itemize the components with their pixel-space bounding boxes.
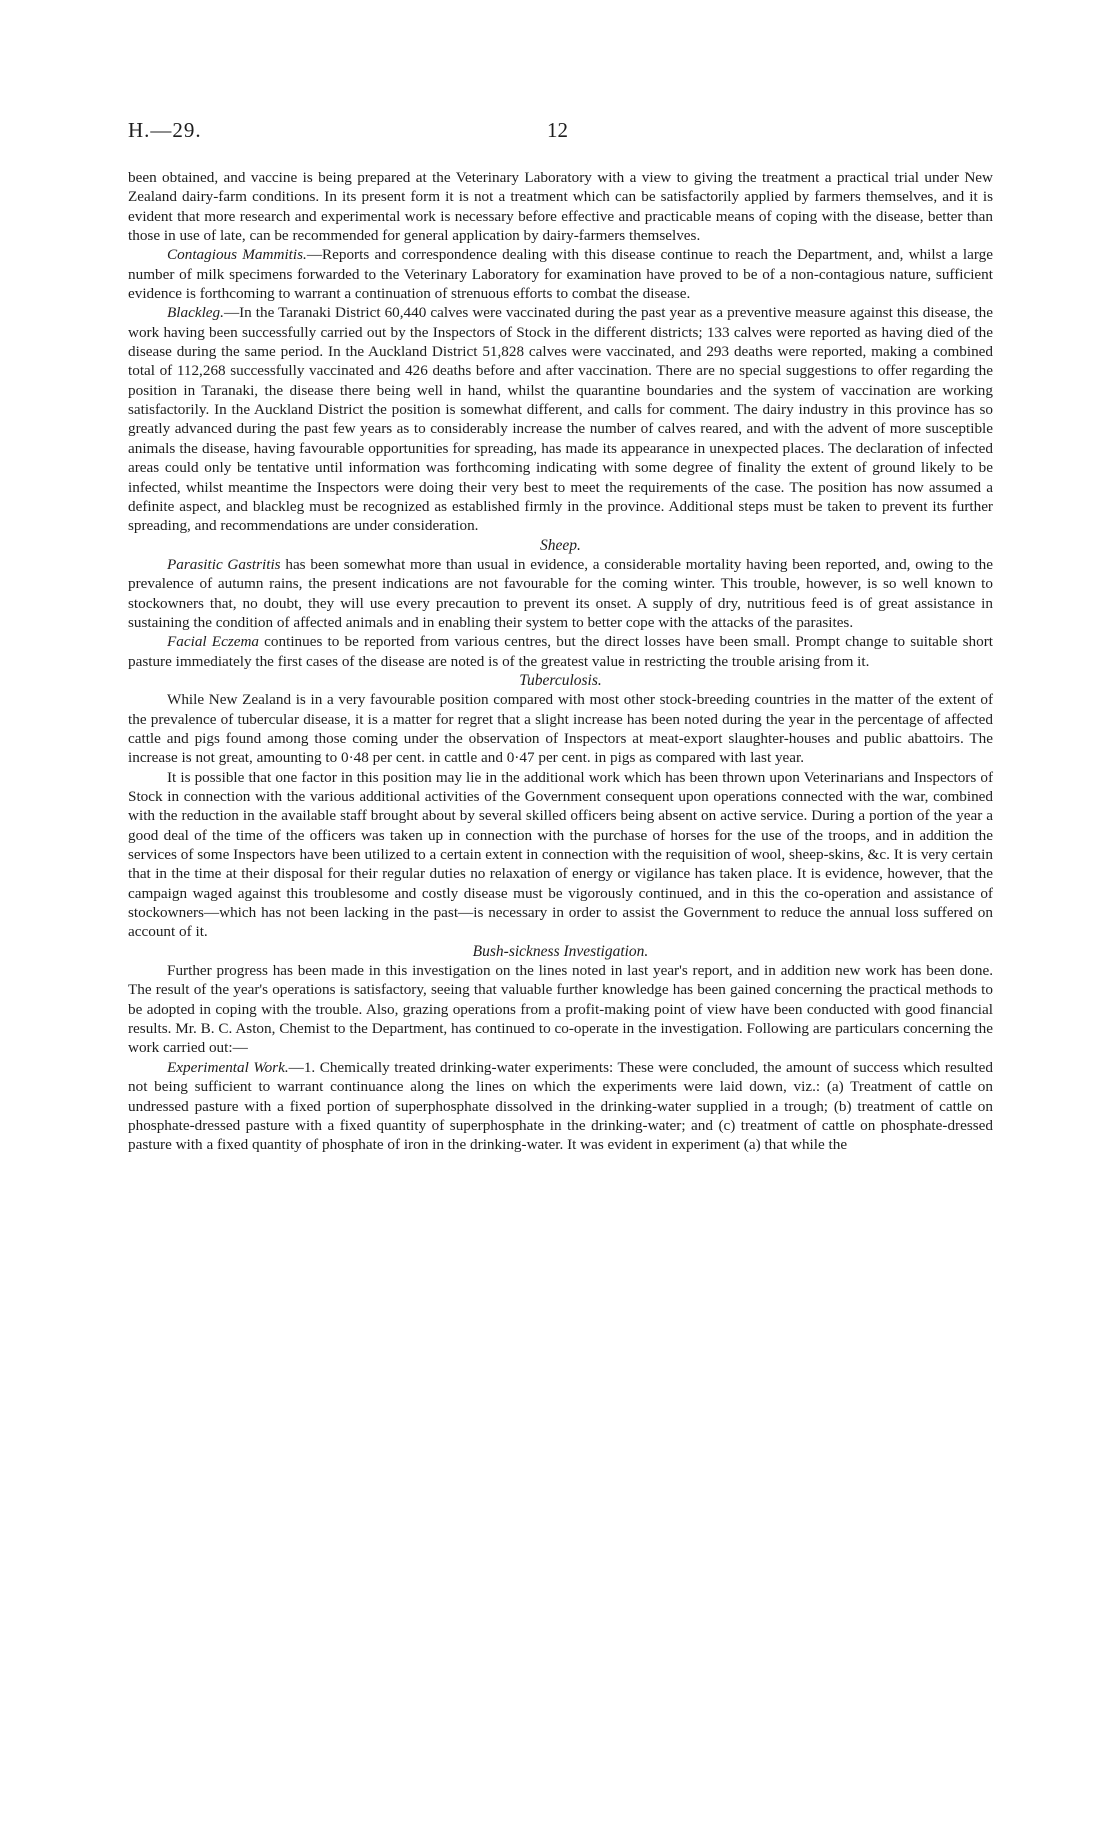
paragraph-lead-title: Experimental Work.: [167, 1058, 289, 1076]
parliamentary-paper-reference: H.—29.: [128, 118, 202, 142]
paragraph-text: been obtained, and vaccine is being prepared at the Veterinary Laboratory with a view to giving the treatment a practical trial under New Zealand dairy-farm conditions. In its present form it is not a treatment which can be satisfactorily applied by farmers themselves, and it is evident that more research and experimental work is necessary before effective and practicable means of coping with the disease, better than those in use of late, can be recommended for general application by dairy-farmers themselves.: [128, 169, 993, 245]
paragraph-text: It is possible that one factor in this position may lie in the additional work which has been thrown upon Veterinarians and Inspectors of Stock in connection with the various additional activities of the Government consequent upon operations connected with the war, combined with the reduction in the available staff brought about by several skilled officers being absent on active service. During a portion of the year a good deal of the time of the officers was taken up in connection with the purchase of horses for the use of the troops, and in addition the services of some Inspectors have been utilized to a certain extent in connection with the requisition of wool, sheep-skins, &c. It is very certain that in the time at their disposal for their regular duties no relaxation of energy or vigilance has taken place. It is evidence, however, that the campaign waged against this troublesome and costly disease must be vigorously continued, and in this the co-operation and assistance of stockowners—which has not been lacking in the past—is necessary in order to assist the Government to reduce the annual loss suffered on account of it.: [128, 768, 993, 941]
section-heading-sheep: Sheep.: [540, 536, 581, 554]
paragraph-text: —1. Chemically treated drinking-water experiments: These were concluded, the amount of success which resulted not being sufficient to warrant continuance along the lines on which the experiments were laid down, viz.: (a) Treatment of cattle on undressed pasture with a fixed portion of superphosphate dissolved in the drinking-water supplied in a trough; (b) treatment of cattle on phosphate-dressed pasture with a fixed quantity of superphosphate in the drinking-water; and (c) treatment of cattle on phosphate-dressed pasture with a fixed quantity of phosphate of iron in the drinking-water. It was evident in experiment (a) that while the: [128, 1058, 993, 1154]
paragraph-text: Further progress has been made in this investigation on the lines noted in last year's report, and in addition new work has been done. The result of the year's operations is satisfactory, seeing that valuable further knowledge has been gained concerning the practical methods to be adopted in coping with the trouble. Also, grazing operations from a profit-making point of view have been conducted with good financial results. Mr. B. C. Aston, Chemist to the Department, has continued to co-operate in the investigation. Following are particulars concerning the work carried out:—: [128, 962, 993, 1057]
paragraph-vaccine-continuation: [128, 168, 993, 245]
paragraph-tuberculosis-factors: [128, 768, 993, 942]
paragraph-experimental-work: [128, 1058, 993, 1155]
paragraph-text: —Reports and correspondence dealing with this disease continue to reach the Department, and, whilst a large number of milk specimens forwarded to the Veterinary Laboratory for examination have proved to be of a non-contagious nature, sufficient evidence is forthcoming to warrant a continuation of strenuous efforts to combat the disease.: [128, 246, 993, 303]
paragraph-lead-title: Parasitic Gastritis: [167, 555, 281, 573]
paragraph-contagious-mammitis: [128, 245, 993, 303]
paragraph-tuberculosis-prevalence: [128, 690, 993, 767]
paragraph-text: has been somewhat more than usual in evidence, a considerable mortality having been reported, and, owing to the prevalence of autumn rains, the present indications are not favourable for the coming winter. This trouble, however, is so well known to stockowners that, no doubt, they will use every precaution to prevent its onset. A supply of dry, nutritious feed is of great assistance in sustaining the condition of affected animals and in enabling their system to better cope with the attacks of the parasites.: [128, 555, 994, 631]
page-body: [128, 168, 993, 1155]
section-heading-tuberculosis: Tuberculosis.: [519, 671, 602, 689]
paragraph-lead-title: Facial Eczema: [167, 633, 260, 651]
paragraph-text: While New Zealand is in a very favourable position compared with most other stock-breeding countries in the matter of the extent of the prevalence of tubercular disease, it is a matter for regret that a slight increase has been noted during the year in the percentage of affected cattle and pigs found among those coming under the observation of Inspectors at meat-export slaughter-houses and public abattoirs. The increase is not great, amounting to 0·48 per cent. in cattle and 0·47 per cent. in pigs as compared with last year.: [128, 691, 993, 767]
paragraph-lead-title: Contagious Mammitis.: [167, 246, 307, 264]
paragraph-parasitic-gastritis: [128, 555, 993, 632]
section-heading-bush-sickness: Bush-sickness Investigation.: [472, 942, 649, 960]
paragraph-lead-title: Blackleg.: [167, 304, 224, 322]
paragraph-facial-eczema: [128, 632, 993, 671]
paragraph-text: —In the Taranaki District 60,440 calves were vaccinated during the past year as a preventive measure against this disease, the work having been successfully carried out by the Inspectors of Stock in the different districts; 133 calves were reported as having died of the disease during the same period. In the Auckland District 51,828 calves were vaccinated, and 293 deaths were reported, making a combined total of 112,268 successfully vaccinated and 426 deaths before and after vaccination. There are no special suggestions to offer regarding the position in Taranaki, the disease there being well in hand, whilst the quarantine boundaries and the system of vaccination are working satisfactorily. In the Auckland District the position is somewhat different, and calls for comment. The dairy industry in this province has so greatly advanced during the past few years as to considerably increase the number of calves reared, and with the advent of more susceptible animals the disease, having favourable opportunities for spreading, has made its appearance in unexpected places. The declaration of infected areas could only be tentative until information was forthcoming indicating with some degree of finality the extent of ground likely to be infected, whilst meantime the Inspectors were doing their very best to meet the requirements of the case. The position has now assumed a definite aspect, and blackleg must be recognized as established firmly in the province. Additional steps must be taken to prevent its further spreading, and recommendations are under consideration.: [128, 304, 993, 535]
paragraph-blackleg: [128, 303, 993, 535]
paragraph-bush-sickness-progress: [128, 961, 993, 1058]
paragraph-text: continues to be reported from various centres, but the direct losses have been small. Prompt change to suitable short pasture immediately the first cases of the disease are noted is of the greatest value in restricting the trouble arising from it.: [128, 633, 993, 670]
page-number: 12: [547, 118, 568, 142]
